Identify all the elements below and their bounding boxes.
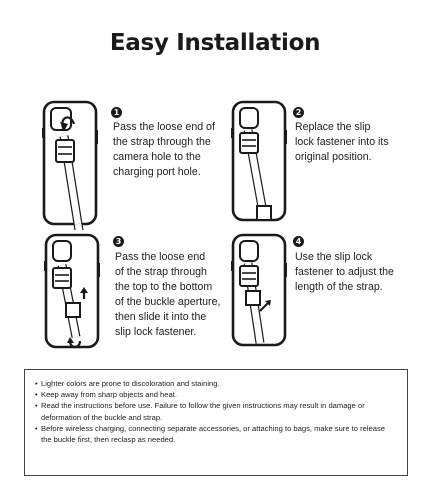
precaution-item: • Keep away from sharp objects and heat.	[35, 389, 397, 400]
step-1-text: Pass the loose end of the strap through the camera hole to the charging port hole.	[113, 121, 215, 178]
step-4-number-badge: 4	[293, 236, 304, 247]
precaution-item: • Lighter colors are prone to discoloration and staining.	[35, 378, 397, 389]
step-1-illustration	[40, 100, 110, 230]
step-3	[40, 233, 240, 365]
step-4	[230, 233, 410, 365]
precaution-item: • Before wireless charging, connecting separate accessories, or attaching to bags, make sure to release the buckle first, then reclasp as needed.	[35, 423, 397, 445]
step-2	[230, 100, 410, 230]
precaution-item: • Read the instructions before use. Failure to follow the given instructions may result in damage or deformation of the buckle and strap.	[35, 400, 397, 422]
step-3-text: Pass the loose end of the strap through the top to the bottom of the buckle aperture, then slide it into the slip lock fastener.	[115, 251, 221, 338]
step-4-illustration	[230, 233, 290, 348]
step-2-text: Replace the slip lock fastener into its original position.	[295, 121, 389, 163]
step-2-number-badge: 2	[293, 107, 304, 118]
step-1-number-badge: 1	[111, 107, 122, 118]
step-4-text: Use the slip lock fastener to adjust the length of the strap.	[295, 251, 394, 293]
page-title: Easy Installation	[109, 30, 321, 56]
step-3-illustration	[40, 233, 110, 361]
precautions-box	[24, 369, 408, 476]
step-1	[40, 100, 220, 230]
step-2-illustration	[230, 100, 290, 225]
step-3-number-badge: 3	[113, 236, 124, 247]
